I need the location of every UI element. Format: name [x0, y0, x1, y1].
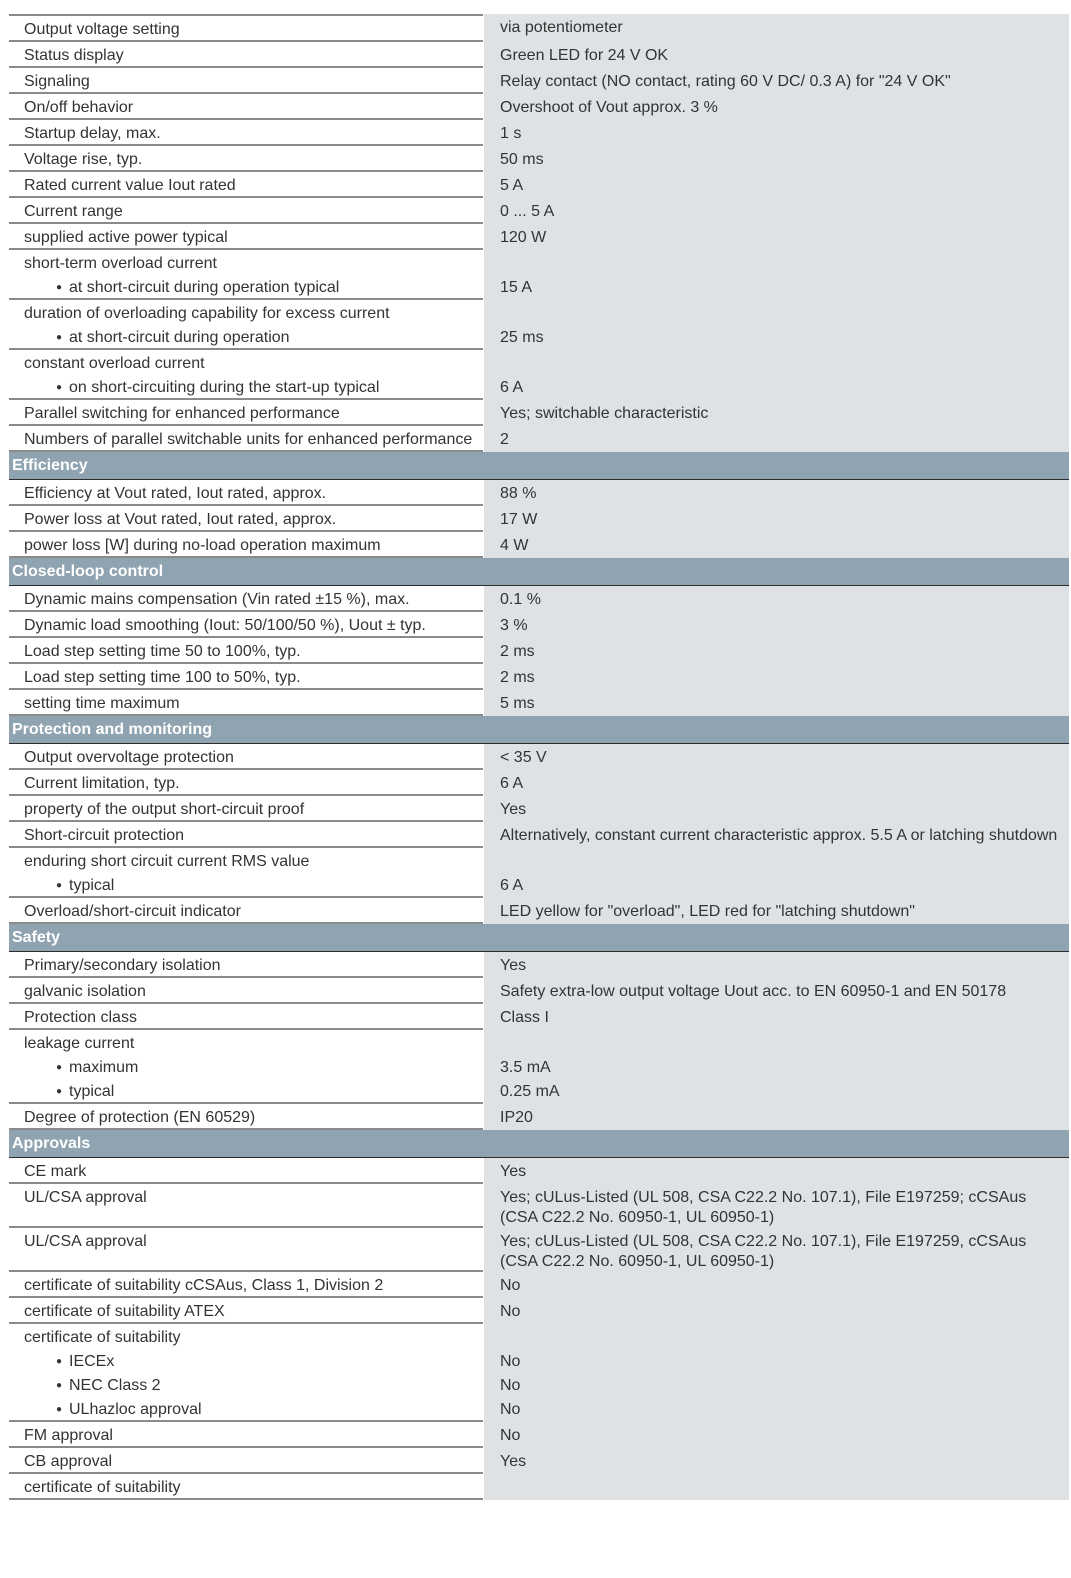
spec-value	[484, 848, 1069, 872]
bullet-icon: ●	[56, 332, 63, 343]
section-title: Protection and monitoring	[12, 721, 212, 738]
spec-label-text: enduring short circuit current RMS value	[24, 853, 310, 870]
spec-label-text: short-term overload current	[24, 255, 217, 272]
spec-row	[9, 1104, 1069, 1130]
spec-label-text: at short-circuit during operation	[69, 329, 290, 346]
spec-label	[9, 978, 483, 1004]
spec-label-text: UL/CSA approval	[24, 1233, 147, 1250]
spec-value: Yes	[484, 1158, 1069, 1184]
spec-label	[9, 146, 483, 172]
spec-row	[9, 898, 1069, 924]
spec-label-text: supplied active power typical	[24, 229, 228, 246]
spec-label	[9, 1184, 483, 1228]
spec-label-text: IECEx	[69, 1353, 115, 1370]
spec-label	[9, 1158, 483, 1184]
section-header	[9, 452, 1069, 480]
spec-label-text: duration of overloading capability for excess current	[24, 305, 390, 322]
spec-label	[9, 664, 483, 690]
spec-label-text: galvanic isolation	[24, 983, 146, 1000]
spec-label-text: certificate of suitability	[24, 1329, 181, 1346]
spec-label-text: Dynamic load smoothing (Iout: 50/100/50 %), Uout ± typ.	[24, 617, 426, 634]
spec-table	[9, 14, 1069, 1500]
spec-value: 6 A	[484, 374, 1069, 400]
spec-row	[9, 952, 1069, 978]
spec-label-text: Dynamic mains compensation (Vin rated ±15 %), max.	[24, 591, 410, 608]
spec-row	[9, 1396, 1069, 1422]
spec-row	[9, 770, 1069, 796]
spec-value	[484, 1474, 1069, 1500]
spec-label-text: Power loss at Vout rated, Iout rated, approx.	[24, 511, 337, 528]
spec-label-text: property of the output short-circuit proof	[24, 801, 305, 818]
spec-label	[9, 400, 483, 426]
spec-label-text: Overload/short-circuit indicator	[24, 903, 241, 920]
spec-row	[9, 1474, 1069, 1500]
spec-label	[9, 872, 483, 898]
section-title: Approvals	[12, 1135, 91, 1152]
spec-row	[9, 744, 1069, 770]
spec-label	[9, 350, 483, 374]
spec-row	[9, 664, 1069, 690]
spec-label-text: CE mark	[24, 1163, 87, 1180]
spec-value	[484, 250, 1069, 274]
spec-row	[9, 1348, 1069, 1372]
spec-label-text: Primary/secondary isolation	[24, 957, 221, 974]
spec-label-text: Startup delay, max.	[24, 125, 161, 142]
bullet-icon: ●	[56, 1404, 63, 1415]
spec-row	[9, 1078, 1069, 1104]
spec-row	[9, 532, 1069, 558]
spec-value: 25 ms	[484, 324, 1069, 350]
spec-value: 0.25 mA	[484, 1078, 1069, 1104]
spec-label-text: typical	[69, 1083, 115, 1100]
spec-value: 15 A	[484, 274, 1069, 300]
spec-row	[9, 978, 1069, 1004]
spec-label	[9, 374, 483, 400]
spec-label-text: UL/CSA approval	[24, 1189, 147, 1206]
spec-value: 3.5 mA	[484, 1054, 1069, 1078]
spec-label	[9, 952, 483, 978]
spec-row	[9, 1324, 1069, 1348]
spec-value: Alternatively, constant current characteristic approx. 5.5 A or latching shutdown	[484, 822, 1069, 848]
spec-label	[9, 1474, 483, 1500]
spec-label-text: FM approval	[24, 1427, 113, 1444]
spec-label	[9, 120, 483, 146]
spec-value: No	[484, 1422, 1069, 1448]
spec-row	[9, 848, 1069, 872]
section-header	[9, 558, 1069, 586]
bullet-icon: ●	[56, 1062, 63, 1073]
spec-value: IP20	[484, 1104, 1069, 1130]
spec-row	[9, 172, 1069, 198]
spec-label	[9, 532, 483, 558]
section-title: Safety	[12, 929, 61, 946]
spec-label-text: leakage current	[24, 1035, 135, 1052]
spec-label-text: Current limitation, typ.	[24, 775, 180, 792]
spec-value: < 35 V	[484, 744, 1069, 770]
spec-value: 2 ms	[484, 664, 1069, 690]
spec-label	[9, 506, 483, 532]
bullet-icon: ●	[56, 1356, 63, 1367]
spec-value: No	[484, 1298, 1069, 1324]
spec-label-text: Numbers of parallel switchable units for enhanced performance	[24, 431, 473, 448]
section-title: Efficiency	[12, 457, 88, 474]
spec-row	[9, 690, 1069, 716]
spec-label-text: Protection class	[24, 1009, 137, 1026]
spec-label	[9, 898, 483, 924]
spec-label	[9, 42, 483, 68]
spec-label	[9, 586, 483, 612]
spec-label	[9, 1228, 483, 1272]
bullet-icon: ●	[56, 880, 63, 891]
spec-label-text: NEC Class 2	[69, 1377, 161, 1394]
spec-label	[9, 324, 483, 350]
spec-label	[9, 1422, 483, 1448]
spec-label-text: certificate of suitability ATEX	[24, 1303, 225, 1320]
spec-row	[9, 1372, 1069, 1396]
spec-value: Class I	[484, 1004, 1069, 1030]
spec-value: via potentiometer	[484, 14, 1069, 42]
spec-row	[9, 300, 1069, 324]
spec-value: No	[484, 1372, 1069, 1396]
spec-label	[9, 274, 483, 300]
spec-label-text: Parallel switching for enhanced performance	[24, 405, 340, 422]
spec-label	[9, 14, 483, 42]
spec-label-text: Load step setting time 50 to 100%, typ.	[24, 643, 301, 660]
spec-label	[9, 848, 483, 872]
section-header	[9, 1130, 1069, 1158]
spec-row	[9, 1184, 1069, 1228]
spec-label-text: Degree of protection (EN 60529)	[24, 1109, 256, 1126]
spec-label	[9, 224, 483, 250]
spec-label	[9, 822, 483, 848]
spec-row	[9, 1298, 1069, 1324]
spec-label	[9, 1448, 483, 1474]
spec-value: 6 A	[484, 770, 1069, 796]
spec-value	[484, 350, 1069, 374]
spec-value: Yes	[484, 1448, 1069, 1474]
spec-label	[9, 1054, 483, 1078]
spec-label	[9, 1348, 483, 1372]
bullet-icon: ●	[56, 382, 63, 393]
spec-label	[9, 480, 483, 506]
spec-value: 5 ms	[484, 690, 1069, 716]
spec-label-text: on short-circuiting during the start-up typical	[69, 379, 380, 396]
spec-row	[9, 198, 1069, 224]
spec-row	[9, 1158, 1069, 1184]
bullet-icon: ●	[56, 282, 63, 293]
spec-value: 17 W	[484, 506, 1069, 532]
spec-label-text: CB approval	[24, 1453, 113, 1470]
bullet-icon: ●	[56, 1086, 63, 1097]
spec-value: Green LED for 24 V OK	[484, 42, 1069, 68]
spec-value: Yes; cULus-Listed (UL 508, CSA C22.2 No. 107.1), File E197259, cCSAus (CSA C22.2 No. 60950-1, UL 60950-1)	[484, 1228, 1069, 1272]
spec-value: 2 ms	[484, 638, 1069, 664]
spec-label	[9, 690, 483, 716]
spec-label	[9, 426, 483, 452]
spec-row	[9, 146, 1069, 172]
spec-label-text: ULhazloc approval	[69, 1401, 202, 1418]
spec-label-text: typical	[69, 877, 115, 894]
spec-value: 120 W	[484, 224, 1069, 250]
spec-label	[9, 1396, 483, 1422]
spec-value	[484, 300, 1069, 324]
spec-label-text: Load step setting time 100 to 50%, typ.	[24, 669, 301, 686]
spec-value: 0 ... 5 A	[484, 198, 1069, 224]
spec-row	[9, 1228, 1069, 1272]
section-header	[9, 716, 1069, 744]
spec-row	[9, 1004, 1069, 1030]
spec-value: 0.1 %	[484, 586, 1069, 612]
spec-label	[9, 1004, 483, 1030]
spec-row	[9, 42, 1069, 68]
spec-value: 50 ms	[484, 146, 1069, 172]
spec-label	[9, 94, 483, 120]
section-title: Closed-loop control	[12, 563, 164, 580]
spec-label-text: Output overvoltage protection	[24, 749, 234, 766]
spec-row	[9, 400, 1069, 426]
spec-row	[9, 1054, 1069, 1078]
spec-value: No	[484, 1348, 1069, 1372]
spec-label	[9, 1030, 483, 1054]
section-header	[9, 924, 1069, 952]
spec-label-text: Current range	[24, 203, 123, 220]
spec-value: 5 A	[484, 172, 1069, 198]
spec-label-text: setting time maximum	[24, 695, 180, 712]
spec-label-text: certificate of suitability cCSAus, Class 1, Division 2	[24, 1277, 384, 1294]
spec-row	[9, 14, 1069, 42]
spec-label-text: Status display	[24, 47, 124, 64]
spec-label-text: Signaling	[24, 73, 90, 90]
spec-value: No	[484, 1272, 1069, 1298]
spec-label	[9, 1372, 483, 1396]
spec-row	[9, 374, 1069, 400]
spec-label-text: power loss [W] during no-load operation maximum	[24, 537, 381, 554]
spec-label	[9, 1104, 483, 1130]
spec-value: Yes; switchable characteristic	[484, 400, 1069, 426]
spec-row	[9, 586, 1069, 612]
spec-value: 1 s	[484, 120, 1069, 146]
spec-value: Overshoot of Vout approx. 3 %	[484, 94, 1069, 120]
spec-value: 3 %	[484, 612, 1069, 638]
spec-label	[9, 770, 483, 796]
spec-label	[9, 612, 483, 638]
spec-label	[9, 1298, 483, 1324]
spec-row	[9, 638, 1069, 664]
spec-row	[9, 506, 1069, 532]
spec-label	[9, 198, 483, 224]
spec-label-text: certificate of suitability	[24, 1479, 181, 1496]
spec-value: 2	[484, 426, 1069, 452]
spec-label	[9, 300, 483, 324]
spec-row	[9, 1030, 1069, 1054]
spec-row	[9, 250, 1069, 274]
spec-row	[9, 822, 1069, 848]
bullet-icon: ●	[56, 1380, 63, 1391]
spec-value	[484, 1030, 1069, 1054]
spec-label-text: Efficiency at Vout rated, Iout rated, approx.	[24, 485, 327, 502]
spec-label	[9, 638, 483, 664]
spec-label-text: constant overload current	[24, 355, 205, 372]
spec-row	[9, 324, 1069, 350]
spec-row	[9, 480, 1069, 506]
spec-row	[9, 1272, 1069, 1298]
spec-label-text: maximum	[69, 1059, 139, 1076]
spec-row	[9, 350, 1069, 374]
spec-row	[9, 120, 1069, 146]
spec-value: Yes	[484, 796, 1069, 822]
spec-row	[9, 224, 1069, 250]
spec-row	[9, 796, 1069, 822]
spec-label	[9, 796, 483, 822]
spec-label	[9, 172, 483, 198]
spec-value	[484, 1324, 1069, 1348]
spec-value: No	[484, 1396, 1069, 1422]
spec-label-text: Output voltage setting	[24, 21, 180, 38]
spec-value: 6 A	[484, 872, 1069, 898]
spec-label-text: On/off behavior	[24, 99, 134, 116]
spec-label	[9, 1324, 483, 1348]
spec-label	[9, 1078, 483, 1104]
spec-row	[9, 1448, 1069, 1474]
spec-row	[9, 1422, 1069, 1448]
spec-label-text: Voltage rise, typ.	[24, 151, 143, 168]
spec-label-text: Short-circuit protection	[24, 827, 185, 844]
spec-row	[9, 274, 1069, 300]
spec-label	[9, 744, 483, 770]
spec-value: 88 %	[484, 480, 1069, 506]
spec-row	[9, 612, 1069, 638]
spec-row	[9, 872, 1069, 898]
spec-label	[9, 250, 483, 274]
spec-value: Yes; cULus-Listed (UL 508, CSA C22.2 No. 107.1), File E197259; cCSAus (CSA C22.2 No. 60950-1, UL 60950-1)	[484, 1184, 1069, 1228]
spec-row	[9, 94, 1069, 120]
spec-label-text: at short-circuit during operation typical	[69, 279, 340, 296]
spec-value: LED yellow for "overload", LED red for "latching shutdown"	[484, 898, 1069, 924]
spec-label	[9, 68, 483, 94]
spec-label-text: Rated current value Iout rated	[24, 177, 236, 194]
spec-row	[9, 426, 1069, 452]
spec-row	[9, 68, 1069, 94]
spec-value: Yes	[484, 952, 1069, 978]
spec-value: Relay contact (NO contact, rating 60 V DC/ 0.3 A) for "24 V OK"	[484, 68, 1069, 94]
spec-label	[9, 1272, 483, 1298]
spec-value: Safety extra-low output voltage Uout acc. to EN 60950-1 and EN 50178	[484, 978, 1069, 1004]
spec-value: 4 W	[484, 532, 1069, 558]
